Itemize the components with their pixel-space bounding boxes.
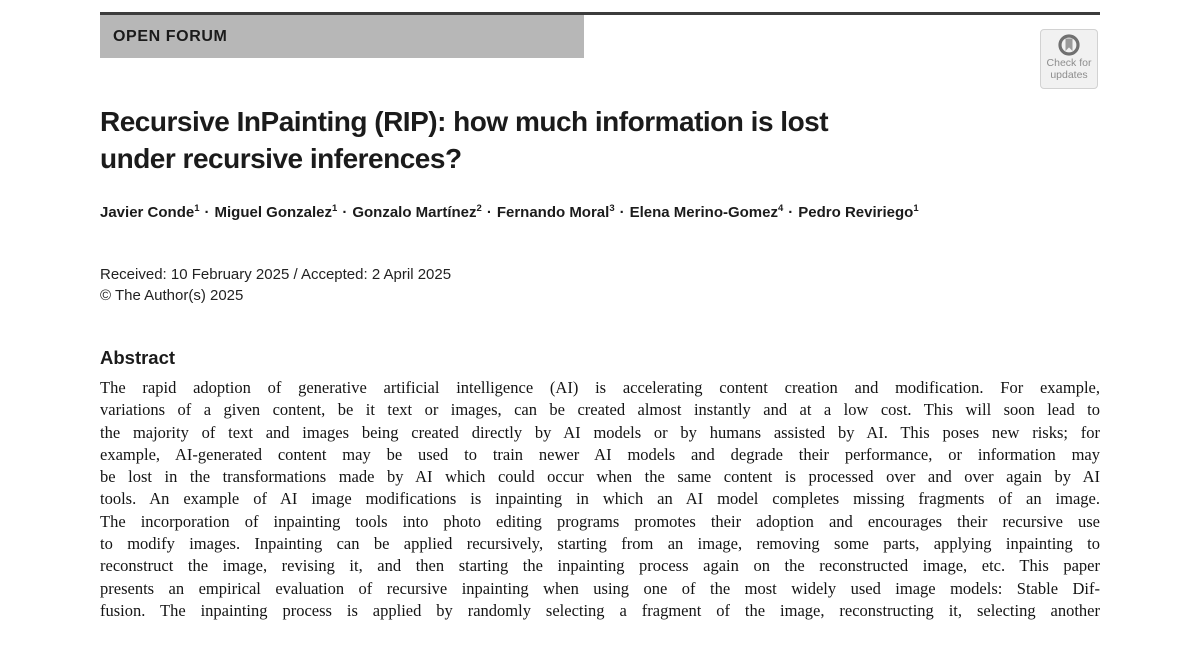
abstract-line: to modify images. Inpainting can be applied recursively, starting from an image, removing some parts, applying inpainting to	[100, 534, 1100, 554]
abstract-line: example, AI-generated content may be used to train newer AI models and degrade their performance, or information may	[100, 444, 1100, 464]
abstract-line: presents an empirical evaluation of recursive inpainting when using one of the most widely used image models: Stable Dif-	[100, 578, 1100, 598]
abstract-line: tools. An example of AI image modifications is inpainting in which an AI model completes missing fragments of an image.	[100, 489, 1100, 509]
abstract-line: fusion. The inpainting process is applied by randomly selecting a fragment of the image, reconstructing it, selecting another	[100, 600, 1100, 620]
abstract-line: the majority of text and images being created directly by AI models or by humans assisted by AI. This poses new risks; for	[100, 422, 1100, 442]
author-separator: ·	[204, 204, 210, 221]
author-name: Miguel Gonzalez$^1$	[214, 203, 338, 221]
author-separator: ·	[342, 204, 348, 221]
section-banner	[100, 15, 584, 58]
abstract-line: reconstruct the image, revising it, and then starting the inpainting process again on the reconstructed image, etc. This paper	[100, 556, 1100, 576]
abstract-line: be lost in the transformations made by AI which could occur when the same content is processed over and over again by AI	[100, 467, 1100, 487]
crossmark-icon	[1055, 32, 1083, 60]
author-separator: ·	[788, 204, 794, 221]
author-name: Pedro Reviriego$^1$	[798, 203, 919, 221]
check-badge-label-line2: updates	[1050, 68, 1088, 81]
received-accepted-line: Received: 10 February 2025 / Accepted: 2 April 2025	[100, 266, 452, 283]
author-name: Gonzalo Martínez$^2$	[352, 203, 482, 221]
article-title	[100, 103, 1100, 177]
author-affiliation-sup: 1	[194, 203, 200, 214]
check-badge-label	[1047, 58, 1092, 81]
author-name: Fernando Moral$^3$	[496, 203, 615, 221]
author-separator: ·	[486, 204, 492, 221]
author-separator: ·	[619, 204, 625, 221]
abstract-line: The incorporation of inpainting tools into photo editing programs promotes their adoption and encourages their recursive use	[100, 511, 1100, 531]
check-badge-label-line1: Check for	[1046, 57, 1092, 69]
dates-block	[100, 264, 451, 306]
article-title-line1: Recursive InPainting (RIP): how much information is lost	[100, 106, 829, 137]
section-label: OPEN FORUM	[113, 27, 228, 45]
abstract-line: variations of a given content, be it text or images, can be created almost instantly and at a low cost. This will soon lead to	[100, 400, 1100, 420]
author-affiliation-sup: 1	[332, 203, 338, 214]
author-affiliation-sup: 3	[609, 203, 615, 214]
author-name: Elena Merino-Gomez$^4$	[629, 203, 784, 221]
author-list	[100, 204, 1150, 221]
abstract-line: The rapid adoption of generative artificial intelligence (AI) is accelerating content creation and modification. For example,	[100, 378, 1100, 397]
article-title-line2: under recursive inferences?	[100, 143, 462, 174]
copyright-line: © The Author(s) 2025	[100, 287, 244, 304]
abstract-body	[100, 377, 1100, 622]
author-name: Javier Conde$^1$	[100, 203, 200, 221]
author-affiliation-sup: 1	[913, 203, 919, 214]
author-affiliation-sup: 4	[777, 203, 784, 214]
author-affiliation-sup: 2	[476, 203, 482, 214]
abstract-heading: Abstract	[100, 347, 176, 368]
check-for-updates-badge[interactable]	[1040, 29, 1098, 89]
